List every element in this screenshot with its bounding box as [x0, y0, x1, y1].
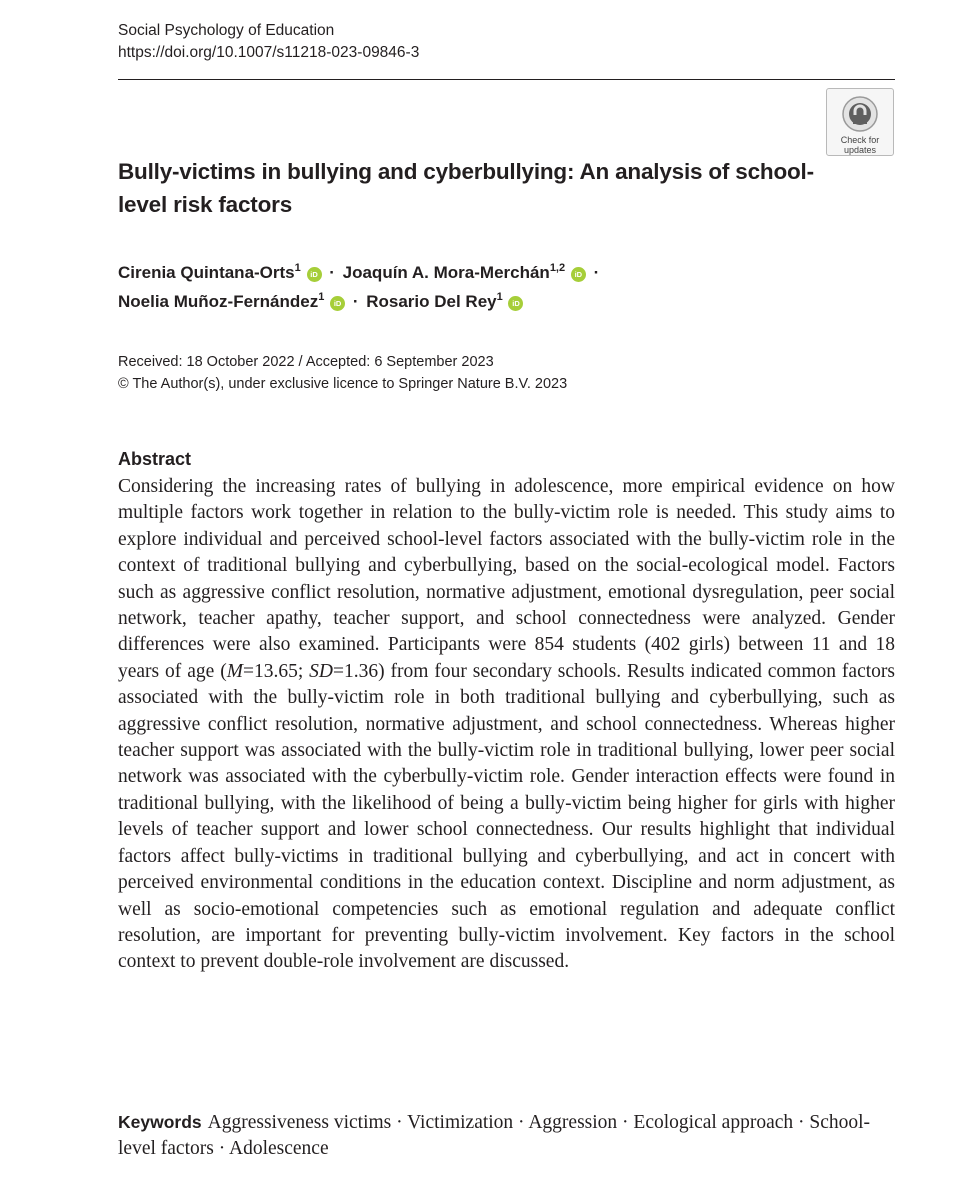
- journal-name: Social Psychology of Education: [118, 22, 335, 39]
- sd-symbol: SD: [309, 660, 334, 682]
- orcid-icon[interactable]: iD: [307, 267, 322, 282]
- author-name: Cirenia Quintana-Orts: [118, 263, 295, 282]
- copyright-line: © The Author(s), under exclusive licence to Springer Nature B.V. 2023: [118, 376, 568, 392]
- abstract-text-part2: ) from four secondary schools. Results indicated common factors associated with the bully-victim role in both traditional bullying and cyberbullying, such as aggressive conflict resolution, normative adjustment, and school connectedness. Whereas higher teacher support was associated with the bully-victim role in traditional bullying, lower peer social network was associated with the cyberbully-victim role. Gender interaction effects were found in traditional bullying, with the likelihood of being a bully-victim being higher for girls with higher levels of teacher support and lower school connectedness. Our results highlight that individual factors affect bully-victims in traditional bullying and cyberbullying, and act in concert with perceived environmental conditions in the education context. Discipline and norm adjustment, as well as socio-emotional competencies such as emotional regulation and adequate conflict resolution, are important for preventing bully-victim involvement. Key factors in the school context to prevent double-role involvement are discussed.: [118, 660, 895, 973]
- author-separator: ·: [329, 263, 335, 282]
- keywords-list: Aggressiveness victims · Victimization · Aggression · Ecological approach · School-level factors · Adolescence: [118, 1112, 871, 1160]
- orcid-icon[interactable]: iD: [571, 267, 586, 282]
- orcid-icon[interactable]: iD: [330, 296, 345, 311]
- check-for-updates-badge[interactable]: [826, 88, 894, 156]
- author-affiliation: 1: [318, 291, 325, 303]
- author-separator: ·: [593, 263, 600, 282]
- author-name: Joaquín A. Mora-Merchán: [342, 263, 550, 282]
- journal-header: [118, 20, 419, 64]
- badge-line2: updates: [843, 145, 877, 155]
- header-divider: [118, 79, 895, 80]
- keywords-label: Keywords: [118, 1112, 202, 1132]
- author-name: Rosario Del Rey: [366, 292, 497, 311]
- mean-value: =13.65;: [242, 660, 310, 682]
- author-list: [118, 258, 888, 316]
- author-name: Noelia Muñoz-Fernández: [118, 292, 319, 311]
- publication-dates: [118, 351, 567, 395]
- article-title: Bully-victims in bullying and cyberbullying: An analysis of school-level risk factors: [118, 159, 814, 217]
- mean-symbol: M: [226, 660, 243, 682]
- orcid-icon[interactable]: iD: [508, 296, 523, 311]
- author-affiliation: 1: [496, 291, 503, 303]
- badge-line1: Check for: [840, 135, 880, 145]
- author-affiliation: 1,2: [549, 262, 566, 274]
- received-accepted-line: Received: 18 October 2022 / Accepted: 6 September 2023: [118, 354, 494, 370]
- author-affiliation: 1: [294, 262, 301, 274]
- abstract-text-part1: Considering the increasing rates of bullying in adolescence, more empirical evidence on how multiple factors work together in relation to the bully-victim role is needed. This study aims to explore individual and perceived school-level factors associated with the bully-victim role in the context of traditional bullying and cyberbullying, based on the social-ecological model. Factors such as aggressive conflict resolution, normative adjustment, emotional dysregulation, peer social network, teacher apathy, teacher support, and school connectedness were analyzed. Gender differences were also examined. Participants were 854 students (402 girls) between 11 and 18 years of age (: [118, 476, 895, 682]
- abstract-heading: Abstract: [118, 449, 192, 469]
- keywords-section: [118, 1109, 895, 1163]
- sd-value: =1.36: [333, 660, 379, 682]
- abstract-text: [118, 474, 895, 976]
- crossmark-icon: [841, 95, 879, 133]
- doi-link[interactable]: https://doi.org/10.1007/s11218-023-09846-3: [118, 44, 420, 61]
- author-separator: ·: [352, 292, 359, 311]
